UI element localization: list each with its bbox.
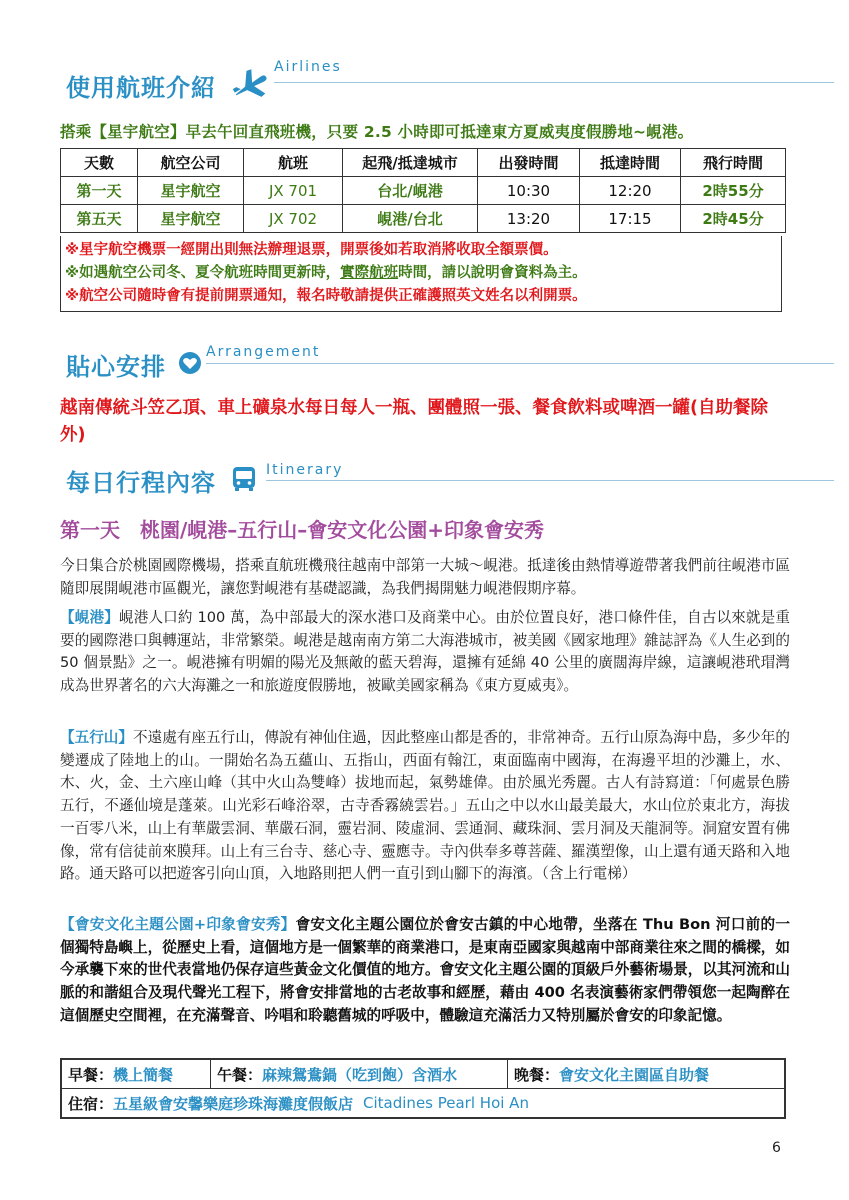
arrangement-text: 越南傳統斗笠乙頂、車上礦泉水每日每人一瓶、團體照一張、餐食飲料或啤酒一罐(自助餐除外) [60, 398, 768, 445]
cell-day: 第五天 [61, 205, 138, 233]
hotel-value: 五星級會安馨樂庭珍珠海灘度假飯店 [113, 1094, 354, 1113]
day1-title: 第一天 桃園/峴港–五行山–會安文化公園+印象會安秀 [60, 518, 545, 542]
cell-arrive: 17:15 [580, 205, 681, 233]
arrangement-subtitle: Arrangement [206, 344, 321, 360]
divider [206, 363, 834, 364]
marble-mountains-tag: 【五行山】 [60, 729, 133, 746]
hotel-row [62, 1088, 784, 1117]
table-header-row [61, 149, 786, 177]
flight-intro: 搭乘【星宇航空】早去午回直飛班機，只要 2.5 小時即可抵達東方夏威夷度假勝地~峴港。 [60, 123, 694, 141]
hotel-english-name: Citadines Pearl Hoi An [363, 1094, 529, 1112]
cell-depart: 10:30 [478, 177, 580, 205]
flight-table [60, 148, 786, 233]
day1-overview: 今日集合於桃園國際機場，搭乘直航班機飛往越南中部第一大城～峴港。抵達後由熱情導遊帶著我們前往峴港市區隨即展開峴港市區觀光，讓您對峴港有基礎認識，為我們揭開魅力峴港假期序幕。 [60, 557, 790, 597]
cell-arrive: 12:20 [580, 177, 681, 205]
hotel-cell [62, 1089, 784, 1117]
col-header: 抵達時間 [580, 149, 681, 177]
col-header: 飛行時間 [681, 149, 786, 177]
table-row [61, 177, 786, 205]
airlines-title: 使用航班介紹 [66, 74, 216, 102]
lunch-value: 麻辣鴛鴦鍋（吃到飽）含酒水 [262, 1065, 458, 1084]
cell-duration: 2時45分 [681, 205, 786, 233]
cell-day: 第一天 [61, 177, 138, 205]
hoian-park-paragraph [60, 914, 790, 1028]
dinner-value: 會安文化主園區自助餐 [559, 1065, 710, 1084]
note-schedule-text: ※如遇航空公司冬、夏令航班時間更新時， [65, 265, 341, 281]
col-header: 出發時間 [478, 149, 580, 177]
marble-mountains-text: 不遠處有座五行山，傳說有神仙住過，因此整座山都是香的，非常神奇。五行山原為海中島，多少年的變遷成了陸地上的山。一開始名為五蘊山、五指山，西面有翰江，東面臨南中國海，在海邊平坦的沙灘上，水、木、火，金、土六座山峰（其中火山為雙峰）拔地而起，氣勢雄偉。由於風光秀麗。古人有詩寫道：「何處景色勝五行，不遜仙境是蓬萊。山光彩石峰浴翠，古寺香霧繞雲岩。」五山之中以水山最美最大，水山位於東北方，海拔一百零八米，山上有華嚴雲洞、華嚴石洞，靈岩洞、陵虛洞、雲通洞、藏珠洞、雲月洞及天龍洞等。洞窟安置有佛像，常有信徒前來膜拜。山上有三台寺、慈心寺、靈應寺。寺內供奉多尊菩薩、羅漢塑像，山上還有通天路和入地路。通天路可以把遊客引向山頂，入地路則把人們一直引到山腳下的海濱。（含上行電梯） [60, 729, 790, 883]
note-ticketing: ※航空公司隨時會有提前開票通知，報名時敬請提供正確護照英文姓名以利開票。 [65, 288, 587, 304]
hotel-label: 住宿： [68, 1094, 114, 1113]
note-schedule-text2: 時間，請以說明會資料為主。 [398, 265, 587, 281]
divider [274, 82, 834, 83]
cell-route: 台北/峴港 [343, 177, 478, 205]
breakfast-value: 機上簡餐 [113, 1065, 174, 1084]
flight-notes [60, 236, 782, 312]
lunch-label: 午餐： [217, 1065, 263, 1084]
table-row [61, 205, 786, 233]
cell-flight: JX 702 [244, 205, 343, 233]
danang-tag: 【峴港】 [60, 609, 119, 626]
danang-paragraph [60, 607, 790, 698]
breakfast-cell [62, 1060, 210, 1088]
col-header: 起飛/抵達城市 [343, 149, 478, 177]
bus-icon [230, 465, 258, 493]
page-number: 6 [772, 1140, 781, 1156]
note-refund: ※星宇航空機票一經開出則無法辦理退票，開票後如若取消將收取全額票價。 [65, 242, 558, 258]
cell-duration: 2時55分 [681, 177, 786, 205]
cell-depart: 13:20 [478, 205, 580, 233]
meals-hotel-box [60, 1058, 786, 1119]
lunch-cell [210, 1060, 507, 1088]
hoian-park-tag: 【會安文化主題公園+印象會安秀】 [60, 916, 296, 933]
itinerary-subtitle: Itinerary [266, 462, 344, 478]
dinner-cell [507, 1060, 784, 1088]
marble-mountains-paragraph [60, 727, 790, 886]
airplane-icon [230, 68, 270, 102]
breakfast-label: 早餐： [68, 1065, 114, 1084]
cell-route: 峴港/台北 [343, 205, 478, 233]
col-header: 航空公司 [138, 149, 244, 177]
airlines-subtitle: Airlines [274, 59, 342, 75]
col-header: 航班 [244, 149, 343, 177]
cell-airline: 星宇航空 [138, 205, 244, 233]
cell-flight: JX 701 [244, 177, 343, 205]
danang-text: 峴港人口約 100 萬，為中部最大的深水港口及商業中心。由於位置良好，港口條件佳，自古以來就是重要的國際港口與轉運站，非常繁榮。峴港是越南南方第二大海港城市，被美國《國家地理》雜誌評為《人生必到的 50 個景點》之一。峴港擁有明媚的陽光及無敵的藍天碧海，還擁有延綿 40 公里的廣闊海岸線，這讓峴港玳瑁灣成為世界著名的六大海灘之一和旅遊度假勝地，被歐美國家稱為《東方夏威夷》。 [60, 609, 790, 695]
meals-row [62, 1060, 784, 1088]
note-schedule [65, 262, 781, 285]
note-schedule-underline: 實際航班 [340, 265, 399, 281]
col-header: 天數 [61, 149, 138, 177]
arrangement-title: 貼心安排 [66, 353, 166, 381]
heart-icon [178, 351, 202, 375]
cell-airline: 星宇航空 [138, 177, 244, 205]
divider [266, 480, 834, 481]
hoian-park-text: 會安文化主題公園位於會安古鎮的中心地帶，坐落在 Thu Bon 河口前的一個獨特島嶼上，從歷史上看，這個地方是一個繁華的商業港口，是東南亞國家與越南中部商業往來之間的橋樑，如今承襲下來的世代表當地仍保存這些黃金文化價值的地方。會安文化主題公園的頂級戶外藝術場景，以其河流和山脈的和諧組合及現代聲光工程下，將會安排當地的古老故事和經歷，藉由 400 名表演藝術家們帶領您一起陶醉在這個歷史空間裡，在充滿聲音、吟唱和聆聽舊城的呼吸中，體驗這充滿活力又特別屬於會安的印象記憶。 [60, 916, 790, 1024]
itinerary-title: 每日行程內容 [66, 469, 216, 497]
dinner-label: 晚餐： [514, 1065, 560, 1084]
